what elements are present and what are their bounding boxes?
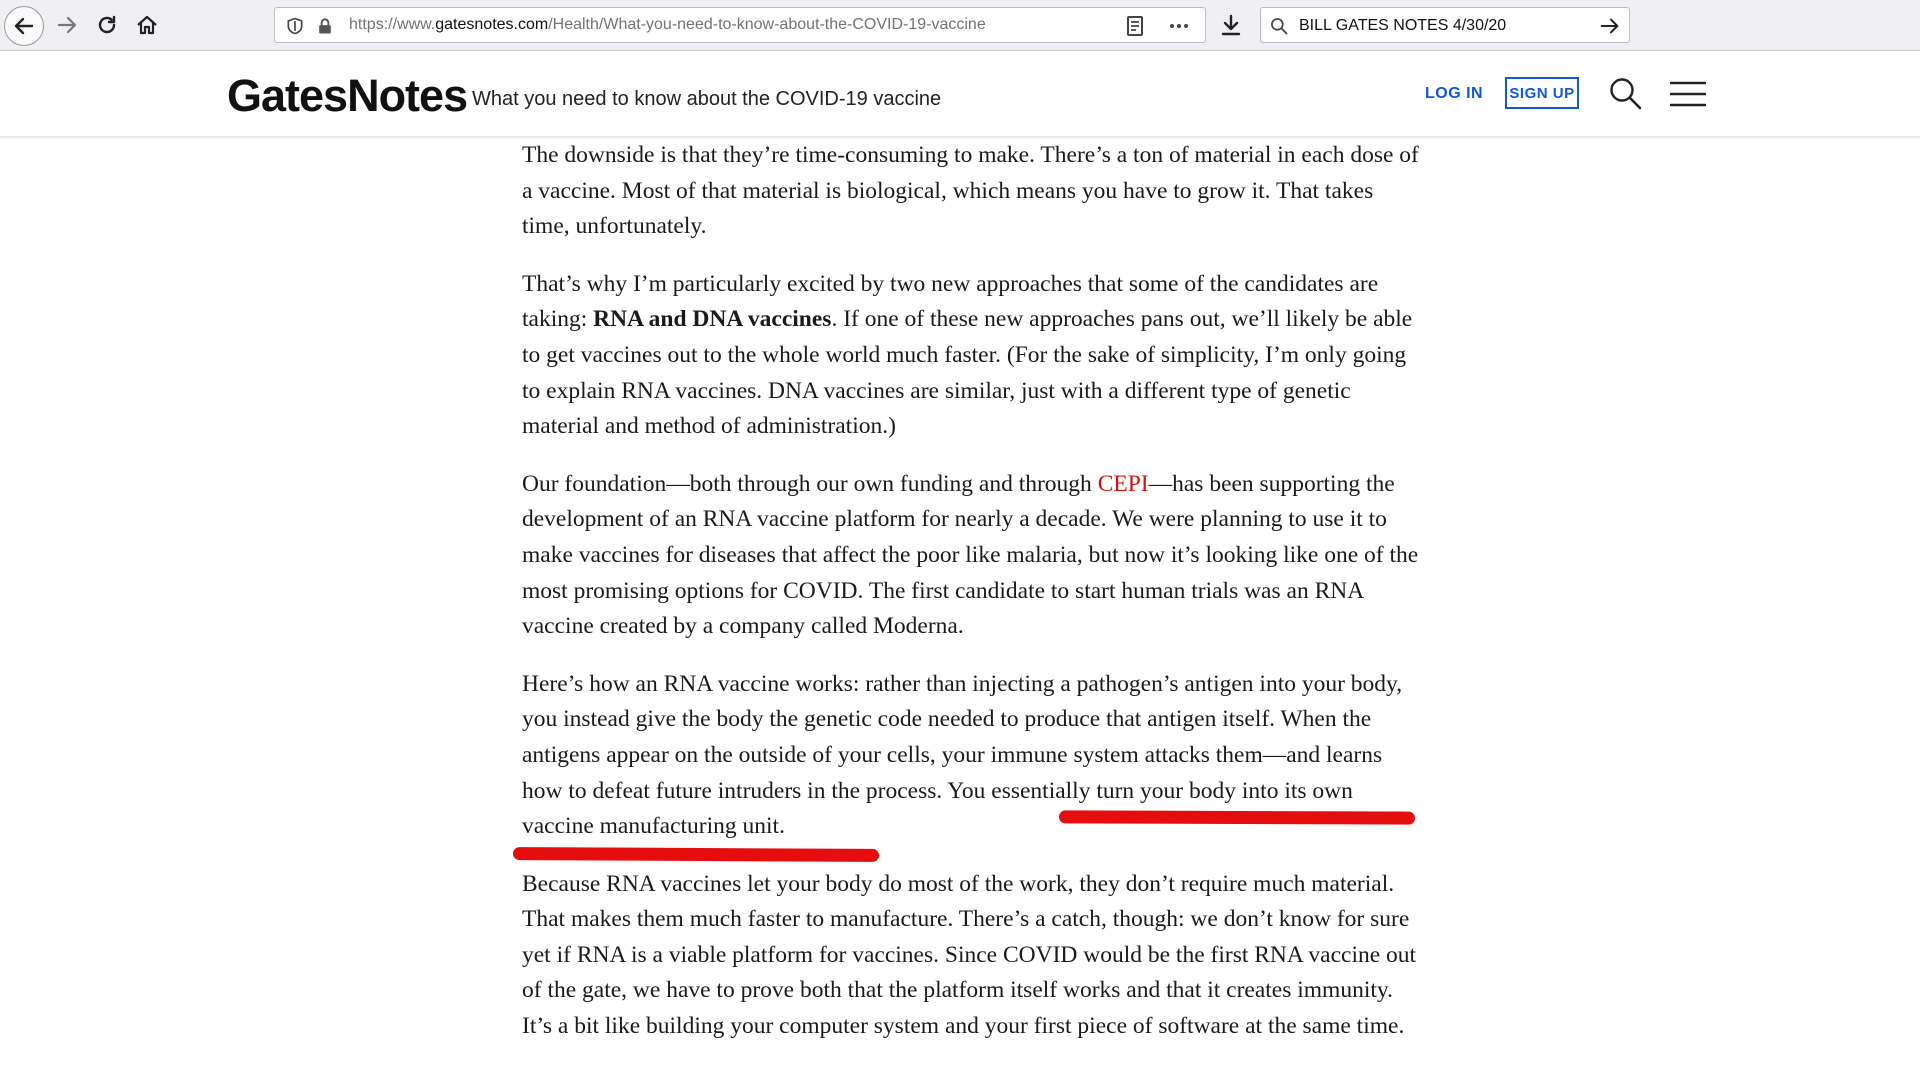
search-icon — [1269, 16, 1289, 36]
forward-button[interactable] — [48, 6, 86, 44]
address-bar[interactable] — [274, 7, 1206, 43]
highlighted-sentence: You essentially turn your body into its own vaccine manufacturing unit. — [522, 777, 1353, 840]
forward-icon — [55, 13, 79, 37]
search-input-value[interactable]: BILL GATES NOTES 4/30/20 — [1299, 17, 1507, 34]
site-header — [0, 52, 1920, 136]
lock-icon[interactable] — [315, 16, 335, 36]
back-icon — [12, 14, 36, 38]
browser-search-bar[interactable] — [1260, 7, 1630, 43]
site-logo[interactable]: GatesNotes — [227, 70, 468, 121]
go-arrow-icon[interactable] — [1599, 15, 1621, 37]
back-button[interactable] — [4, 6, 44, 46]
reader-view-icon[interactable] — [1123, 14, 1147, 38]
article-body — [522, 138, 1422, 1067]
paragraph — [522, 467, 1422, 645]
search-icon[interactable] — [1608, 76, 1642, 110]
cepi-link[interactable]: CEPI — [1097, 470, 1149, 497]
url-prefix: https://www. — [349, 16, 436, 33]
url-text[interactable] — [349, 16, 986, 34]
page-actions-icon[interactable] — [1167, 14, 1191, 38]
reload-button[interactable] — [88, 6, 126, 44]
home-icon — [135, 13, 159, 37]
paragraph-text: . If one of these new approaches pans out, we’ll likely be able to get vaccines out to the whole world much faster. (For the sake of simplicity, I’m only going to explain RNA vaccines. DNA vaccines are similar, just with a different type of genetic material and method of administration.) — [522, 306, 1413, 440]
red-underline-mark — [1059, 810, 1415, 824]
browser-toolbar — [0, 0, 1920, 51]
paragraph-text: That’s why I’m particularly excited by two new approaches that some of the candidates are taking: — [522, 270, 1379, 333]
paragraph-text: —has been supporting the development of an RNA vaccine platform for nearly a decade. We were planning to use it to make vaccines for diseases that affect the poor like malaria, but now it’s looking like one of the most promising options for COVID. The first candidate to start human trials was an RNA vaccine created by a company called Moderna. — [522, 470, 1419, 640]
paragraph — [522, 267, 1422, 445]
home-button[interactable] — [128, 6, 166, 44]
paragraph: The downside is that they’re time-consuming to make. There’s a ton of material in each dose of a vaccine. Most of that material is biological, which means you have to grow it. That takes time, unfortunately. — [522, 142, 1419, 240]
reload-icon — [95, 13, 119, 37]
red-underline-mark — [513, 847, 879, 862]
article-title: What you need to know about the COVID-19 vaccine — [472, 88, 942, 110]
signup-button[interactable]: SIGN UP — [1505, 77, 1579, 109]
bold-phrase: RNA and DNA vaccines — [593, 306, 832, 333]
url-domain: gatesnotes.com — [435, 16, 549, 33]
download-icon[interactable] — [1219, 13, 1243, 37]
paragraph-text: Our foundation—both through our own funding and through — [522, 470, 1098, 497]
hamburger-menu-icon[interactable] — [1670, 80, 1706, 108]
url-path: /Health/What-you-need-to-know-about-the-COVID-19-vaccine — [548, 16, 986, 33]
paragraph: Because RNA vaccines let your body do most of the work, they don’t require much material. That makes them much faster to manufacture. There’s a catch, though: we don’t know for sure yet if RNA is a viable platform for vaccines. Since COVID would be the first RNA vaccine out of the gate, we have to prove both that the platform itself works and that it creates immunity. It’s a bit like building your computer system and your first piece of software at the same time. — [522, 870, 1417, 1040]
shield-icon[interactable] — [285, 16, 305, 36]
login-link[interactable]: LOG IN — [1425, 85, 1484, 102]
paragraph-text: Here’s how an RNA vaccine works: rather than injecting a pathogen’s antigen into your body, you instead give the body the genetic code needed to produce that antigen itself. When the antigens appear on the outside of your cells, your immune system attacks them—and learns how to defeat future intruders in the process. — [522, 670, 1403, 804]
